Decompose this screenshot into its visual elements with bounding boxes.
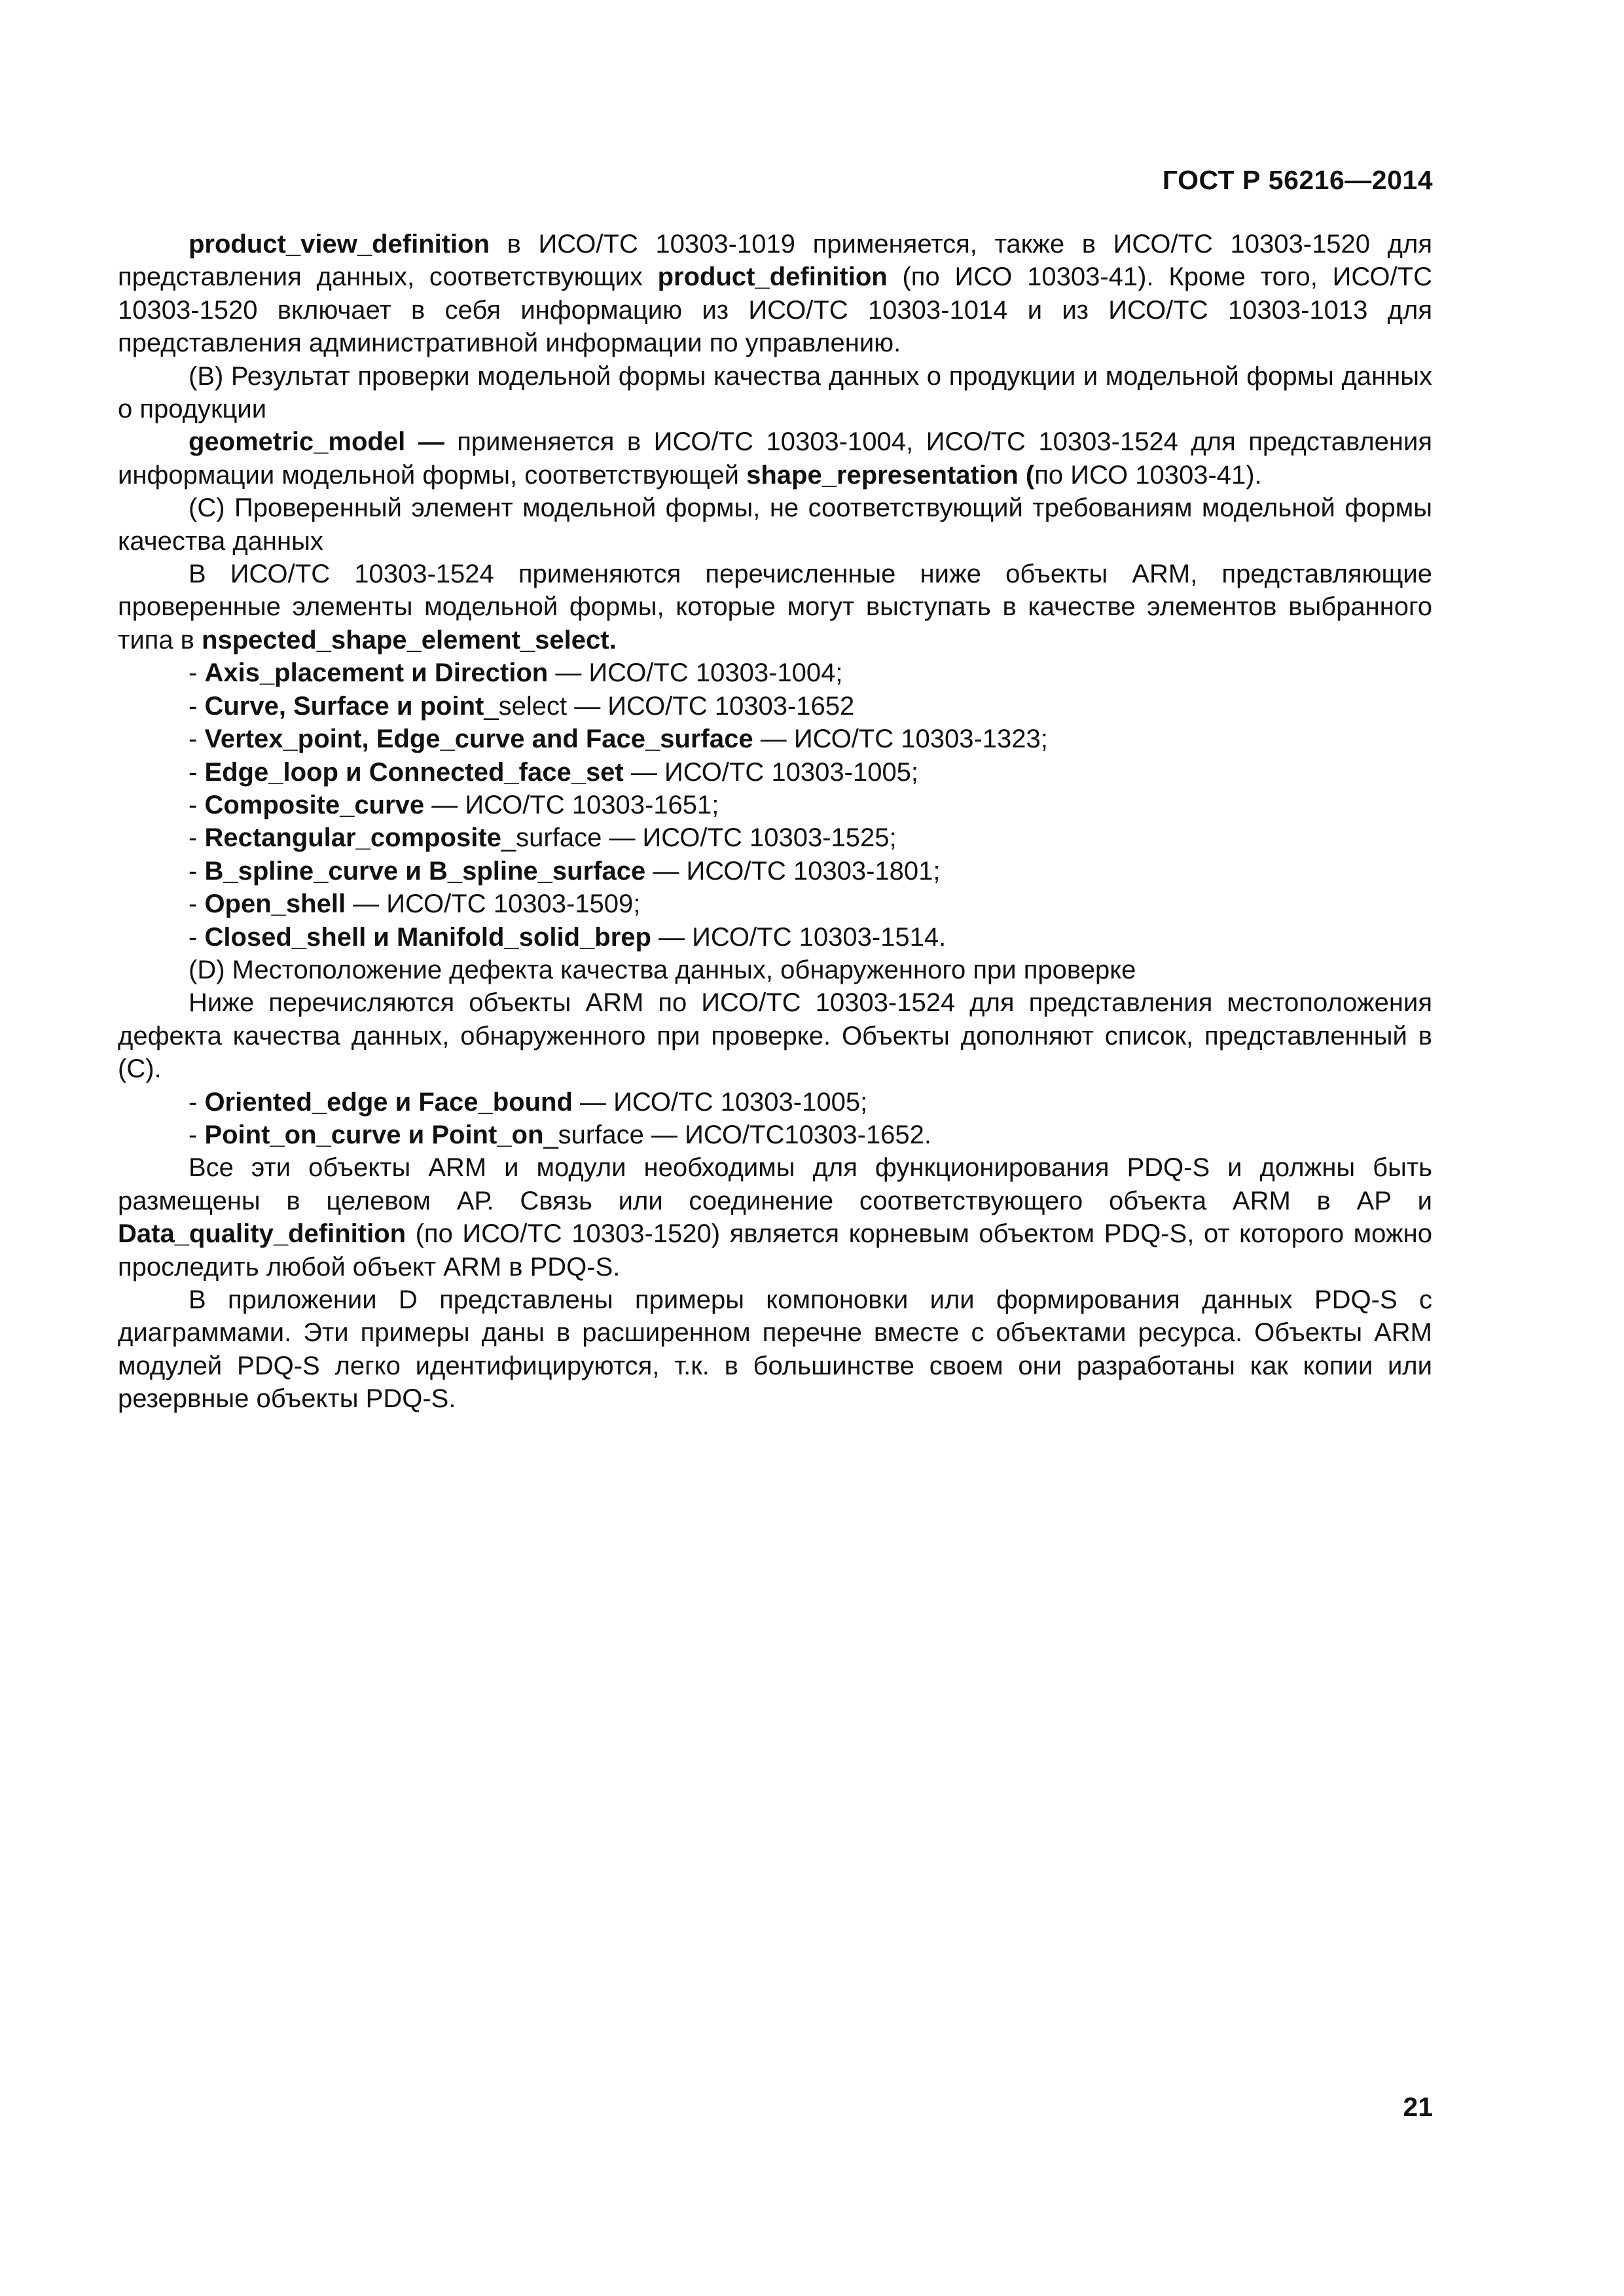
text-run: -	[189, 1120, 205, 1149]
bold-term: nspected_shape_element_select.	[202, 625, 617, 655]
list-item	[118, 1119, 1432, 1151]
bold-term: shape_representation (	[746, 460, 1035, 490]
text-run: — ИСО/ТС 10303-1004;	[548, 658, 843, 688]
list-item	[118, 1086, 1432, 1119]
list-item	[118, 921, 1432, 954]
list-item	[118, 888, 1432, 920]
text-run: -	[189, 823, 205, 853]
page-number: 21	[1403, 2092, 1433, 2122]
paragraph	[118, 1283, 1432, 1416]
list-item	[118, 789, 1432, 821]
text-run: (С) Проверенный элемент модельной формы, не соответствующий требованиям модельной формы качества данных	[118, 493, 1432, 556]
text-run: -	[189, 1087, 205, 1117]
bold-term: Edge_loop и Connected_face_set	[204, 757, 624, 787]
text-run: В приложении D представлены примеры компоновки или формирования данных PDQ-S с диаграммами. Эти примеры даны в расширенном перечне вместе с объектами ресурса. Объекты ARM модулей PDQ-S легко идентифицируются, т.к. в большинстве своем они разработаны как копии или резервные объекты PDQ-S.	[118, 1285, 1432, 1414]
bold-term: product_view_definition	[189, 230, 490, 259]
list-item	[118, 821, 1432, 854]
text-run: — ИСО/ТС 10303-1005;	[623, 757, 919, 787]
document-standard-header: ГОСТ Р 56216—2014	[1162, 165, 1433, 195]
paragraph	[118, 492, 1432, 558]
bold-term: Composite_curve	[204, 790, 425, 819]
bold-term: product_definition	[657, 262, 888, 292]
paragraph	[118, 954, 1432, 986]
text-run: Ниже перечисляются объекты ARM по ИСО/ТС 10303-1524 для представления местоположения дефекта качества данных, обнаруженного при проверке. Объекты дополняют список, представленный в (С).	[118, 988, 1432, 1084]
text-run: по ИСО 10303-41).	[1034, 460, 1262, 490]
list-item	[118, 855, 1432, 888]
list-item	[118, 656, 1432, 689]
paragraph	[118, 986, 1432, 1085]
text-run: применяется в ИСО/ТС 10303-1004, ИСО/ТС 10303-1524 для представления информации модельной формы, соответствующей	[118, 427, 1433, 490]
paragraph	[118, 558, 1432, 656]
text-run: (по ИСО/ТС 10303-1520) является корневым объектом PDQ-S, от которого можно проследить любой объект ARM в PDQ-S.	[118, 1219, 1432, 1282]
bold-term: Axis_placement и Direction	[204, 658, 549, 688]
text-run: — ИСО/ТС 10303-1509;	[346, 889, 641, 919]
bold-term: Curve, Surface и point	[204, 691, 484, 721]
text-run: -	[189, 725, 205, 754]
bold-term: Data_quality_definition	[118, 1219, 406, 1249]
text-run: в ИСО/ТС 10303-1019 применяется, также в ИСО/ТС 10303-1520 для представления данных, соответствующих	[118, 230, 1432, 292]
text-run: — ИСО/ТС 10303-1514.	[651, 922, 947, 952]
text-run: — ИСО/ТС 10303-1651;	[424, 790, 719, 819]
bold-term: Oriented_edge и Face_bound	[204, 1087, 573, 1117]
text-run: (по ИСО 10303-41). Кроме того, ИСО/ТС 10303-1520 включает в себя информацию из ИСО/ТС 10303-1014 и из ИСО/ТС 10303-1013 для представления административной информации по управлению.	[118, 262, 1432, 358]
text-run: — ИСО/ТС 10303-1801;	[645, 856, 941, 886]
text-run: — ИСО/ТС 10303-1005;	[572, 1087, 868, 1117]
text-run: Все эти объекты ARM и модули необходимы для функционирования PDQ-S и должны быть размещены в целевом АР. Связь или соединение соответствующего объекта ARM в АР и	[118, 1153, 1432, 1215]
paragraph	[118, 360, 1432, 426]
text-run: -	[189, 658, 205, 688]
bold-term: Closed_shell и Manifold_solid_brep	[204, 922, 651, 952]
text-run: -	[189, 889, 205, 919]
text-run: (D) Местоположение дефекта качества данных, обнаруженного при проверке	[189, 955, 1136, 984]
list-item	[118, 756, 1432, 789]
bold-term: Open_shell	[204, 889, 346, 919]
text-run: — ИСО/ТС 10303-1323;	[753, 725, 1048, 754]
text-run: -	[189, 691, 205, 721]
text-run: _select — ИСО/ТС 10303-1652	[484, 691, 855, 721]
text-run: -	[189, 856, 205, 886]
bold-term: geometric_model —	[189, 427, 444, 457]
list-item	[118, 690, 1432, 723]
text-run: _surface — ИСО/ТС10303-1652.	[543, 1120, 932, 1149]
document-body	[118, 228, 1432, 1416]
bold-term: B_spline_curve и B_spline_surface	[204, 856, 646, 886]
text-run: -	[189, 922, 205, 952]
text-run: -	[189, 790, 205, 819]
paragraph	[118, 425, 1432, 492]
paragraph	[118, 1151, 1432, 1283]
text-run: В ИСО/ТС 10303-1524 применяются перечисленные ниже объекты ARM, представляющие проверенные элементы модельной формы, которые могут выступать в качестве элементов выбранного типа в	[118, 560, 1432, 655]
paragraph	[118, 228, 1432, 360]
text-run: -	[189, 757, 205, 787]
text-run: _surface — ИСО/ТС 10303-1525;	[501, 823, 897, 853]
bold-term: Point_on_curve и Point_on	[204, 1120, 544, 1149]
bold-term: Vertex_point, Edge_curve and Face_surface	[204, 725, 753, 754]
bold-term: Rectangular_composite	[204, 823, 501, 853]
text-run: (В) Результат проверки модельной формы качества данных о продукции и модельной формы данных о продукции	[118, 361, 1432, 424]
list-item	[118, 723, 1432, 755]
